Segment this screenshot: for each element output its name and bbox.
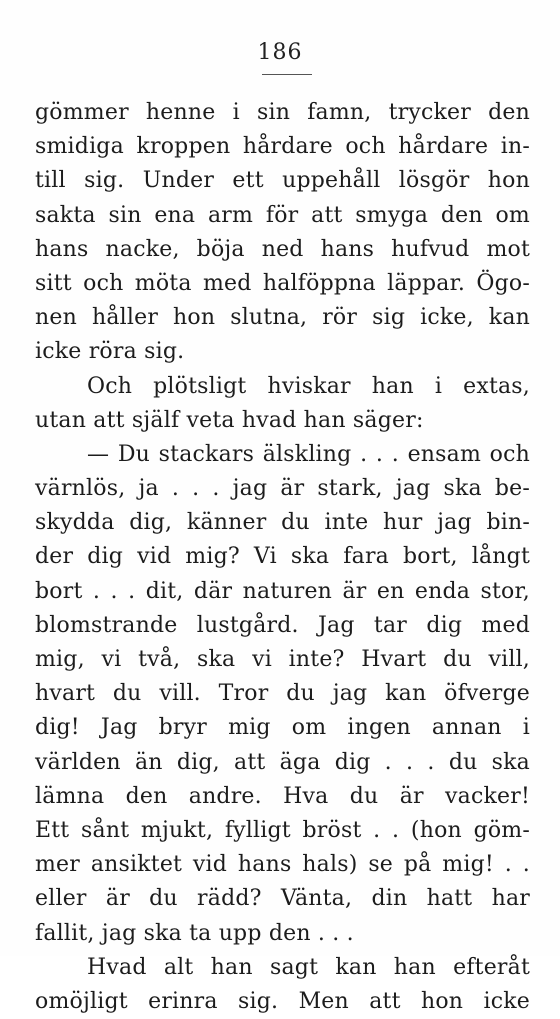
text-line: omöjligt erinra sig. Men att hon icke <box>35 988 530 1014</box>
text-line: lämna den andre. Hva du är vacker! <box>35 783 530 809</box>
text-line: mer ansiktet vid hans hals) se på mig! . . <box>35 852 530 878</box>
text-line: Hvad alt han sagt kan han efteråt <box>87 954 530 980</box>
text-line: mig, vi två, ska vi inte? Hvart du vill, <box>35 647 530 672</box>
text-line: smidiga kroppen hårdare och hårdare in- <box>35 134 530 160</box>
text-line: icke röra sig. <box>35 339 185 365</box>
text-line: nen håller hon slutna, rör sig icke, kan <box>35 305 530 331</box>
text-line: dig! Jag bryr mig om ingen annan i <box>35 715 530 741</box>
text-line: sitt och möta med halföppna läppar. Ögo- <box>35 270 530 296</box>
text-line: — Du stackars älskling . . . ensam och <box>87 441 530 467</box>
text-line: utan att själf veta hvad han säger: <box>35 407 424 433</box>
text-line: hans nacke, böja ned hans hufvud mot <box>35 236 530 262</box>
text-line: Och plötsligt hviskar han i extas, <box>87 373 530 399</box>
text-line: der dig vid mig? Vi ska fara bort, långt <box>35 544 530 570</box>
body-text <box>35 96 530 1019</box>
page-number: 186 <box>257 40 303 65</box>
text-line: gömmer henne i sin famn, trycker den <box>35 100 530 125</box>
text-line: blomstrande lustgård. Jag tar dig med <box>35 612 530 638</box>
text-line: sakta sin ena arm för att smyga den om <box>35 202 530 228</box>
text-line: hvart du vill. Tror du jag kan öfverge <box>35 681 530 707</box>
text-line: skydda dig, känner du inte hur jag bin- <box>35 510 530 536</box>
text-line: värnlös, ja . . . jag är stark, jag ska be- <box>35 476 530 502</box>
text-line: Ett sånt mjukt, fylligt bröst . . (hon göm- <box>35 817 530 843</box>
header-rule <box>262 74 312 75</box>
text-line: eller är du rädd? Vänta, din hatt har <box>35 886 530 912</box>
text-line: fallit, jag ska ta upp den . . . <box>35 920 354 946</box>
text-line: bort . . . dit, där naturen är en enda stor, <box>35 578 530 604</box>
text-line: världen än dig, att äga dig . . . du ska <box>35 749 530 775</box>
text-line: till sig. Under ett uppehåll lösgör hon <box>35 168 530 194</box>
